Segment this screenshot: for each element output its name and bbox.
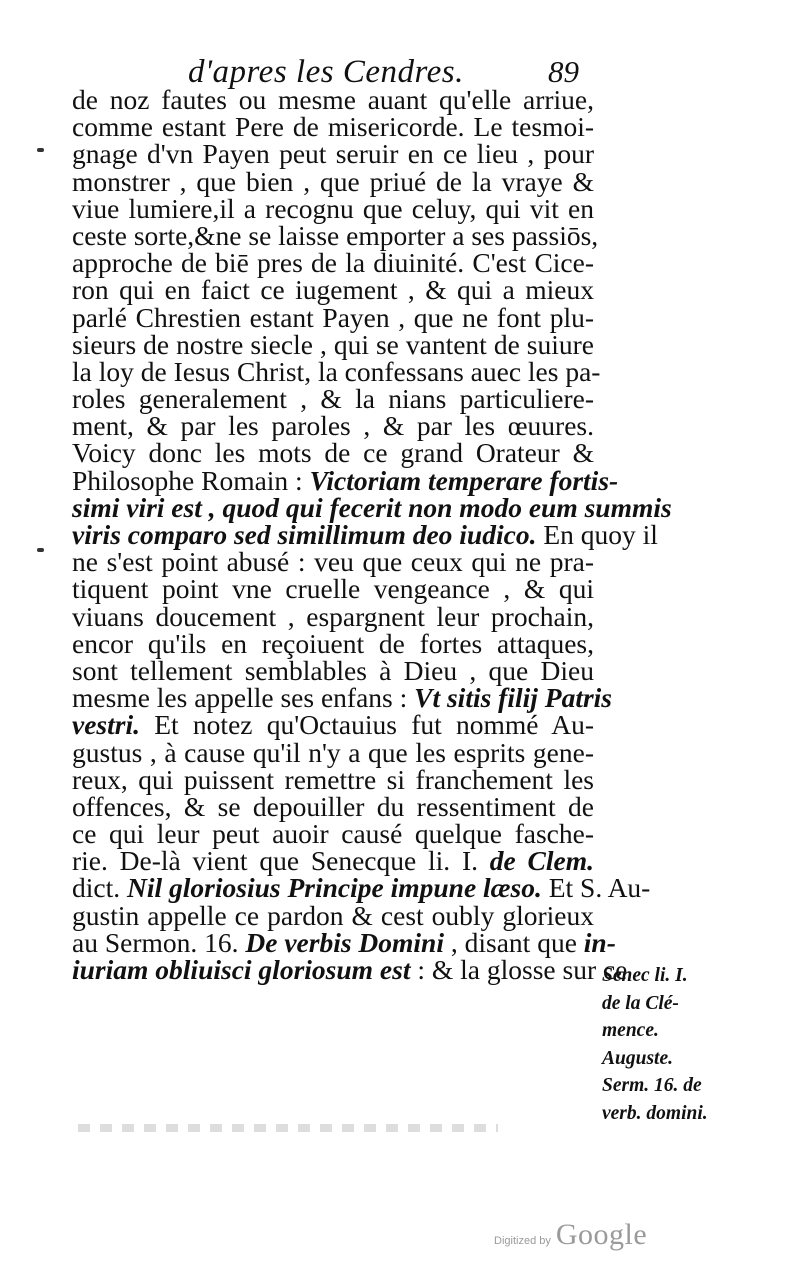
italic-latin-quote: vestri. <box>72 709 140 741</box>
text-segment: gnage d'vn Payen peut seruir en ce lieu , pour <box>72 138 594 170</box>
text-segment: la loy de Iesus Christ, la confessans auec les pa- <box>72 355 601 387</box>
italic-latin-quote: de Clem. <box>489 845 594 877</box>
text-segment: , disant que <box>444 926 584 958</box>
text-line <box>72 111 594 143</box>
text-line <box>72 954 628 985</box>
text-segment: gustin appelle ce pardon & cest oubly glorieux <box>72 899 594 931</box>
watermark-logo: Google <box>555 1218 648 1251</box>
text-line <box>72 818 594 850</box>
italic-latin-quote: Vt sitis filij Patris <box>414 682 613 714</box>
text-line <box>72 274 594 306</box>
text-line <box>72 328 594 360</box>
text-line <box>72 654 594 686</box>
watermark-small: Digitized by <box>494 1235 551 1247</box>
text-line <box>72 899 594 931</box>
text-segment: rie. De-là vient que Senecque li. I. <box>72 845 490 877</box>
bleed-through-smudge <box>78 1124 498 1132</box>
text-line <box>72 437 594 469</box>
text-line <box>72 410 594 442</box>
text-segment: reux, qui puissent remettre si franchement les <box>72 763 594 795</box>
text-line <box>72 86 594 113</box>
text-segment: Et S. Au- <box>541 872 651 904</box>
text-segment: tiquent point vne cruelle vengeance , & qui <box>72 573 594 605</box>
text-line <box>72 682 613 714</box>
running-head: d'apres les Cendres. <box>188 54 464 90</box>
text-line <box>72 763 594 795</box>
text-segment: ceste sorte,&ne se laisse emporter a ses passiōs, <box>72 219 599 251</box>
text-segment: de noz fautes ou mesme auant qu'elle arriue, <box>72 84 594 115</box>
italic-latin-quote: simi viri est , quod qui fecerit non modo eum summis <box>72 491 672 523</box>
text-line <box>72 491 672 523</box>
text-line <box>72 165 594 197</box>
text-line <box>72 138 594 170</box>
italic-latin-quote: Nil gloriosius Principe impune læso. <box>127 872 542 904</box>
text-line <box>72 519 658 550</box>
text-line <box>72 709 594 741</box>
text-line <box>72 790 594 822</box>
text-segment: comme estant Pere de misericorde. Le tesmoi- <box>72 111 594 143</box>
marginal-note-line: Auguste. <box>602 1047 673 1069</box>
text-line <box>72 872 651 904</box>
text-segment: au Sermon. 16. <box>72 926 246 958</box>
digitized-by-google-watermark <box>494 1218 647 1252</box>
marginal-note-line: verb. domini. <box>602 1102 708 1124</box>
text-segment: mesme les appelle ses enfans : <box>72 682 415 714</box>
text-line <box>72 192 594 224</box>
italic-latin-quote: Victoriam temperare fortis- <box>309 464 619 496</box>
text-segment: Voicy donc les mots de ce grand Orateur & <box>72 437 594 469</box>
page-number: 89 <box>548 54 579 89</box>
text-segment: monstrer , que bien , que priué de la vraye & <box>72 165 594 197</box>
italic-latin-quote: in- <box>583 926 616 958</box>
italic-latin-quote: iuriam obliuisci gloriosum est <box>72 954 411 985</box>
text-segment: encor qu'ils en reçoiuent de fortes attaques, <box>72 627 594 659</box>
text-line <box>72 926 616 958</box>
margin-mark <box>37 148 44 152</box>
text-segment: viue lumiere,il a recognu que celuy, qui vit en <box>72 192 594 224</box>
marginal-note-line: Senec li. I. <box>602 965 688 986</box>
text-line <box>72 301 594 333</box>
text-line <box>72 355 601 387</box>
marginal-note-line: de la Clé- <box>602 992 679 1014</box>
text-segment: : & la glosse sur ce <box>410 954 628 985</box>
text-segment: offences, & se depouiller du ressentiment de <box>72 790 594 822</box>
text-segment: En quoy il <box>536 519 658 550</box>
text-line <box>72 383 594 415</box>
text-line <box>72 600 594 632</box>
text-line <box>72 247 594 279</box>
text-segment: Et notez qu'Octauius fut nommé Au- <box>139 709 594 741</box>
text-segment: sont tellement semblables à Dieu , que Dieu <box>72 654 594 686</box>
text-segment: Philosophe Romain : <box>72 464 310 496</box>
text-line <box>72 219 599 251</box>
text-line <box>72 845 594 877</box>
margin-mark <box>37 548 44 552</box>
text-line <box>72 736 594 768</box>
marginal-note-line: mence. <box>602 1020 659 1041</box>
text-segment: gustus , à cause qu'il n'y a que les esprits gene- <box>72 736 594 768</box>
marginal-notes <box>602 962 717 1127</box>
text-line <box>72 464 619 496</box>
text-segment: approche de biē pres de la diuinité. C'est Cice- <box>72 247 594 279</box>
text-segment: ment, & par les paroles , & par les œuures. <box>72 410 594 442</box>
text-segment: ne s'est point abusé : veu que ceux qui ne pra- <box>72 546 594 578</box>
text-line <box>72 627 594 659</box>
text-segment: ron qui en faict ce iugement , & qui a mieux <box>72 274 594 306</box>
italic-latin-quote: De verbis Domini <box>245 926 444 958</box>
marginal-note-line: Serm. 16. de <box>602 1075 702 1096</box>
text-segment: roles generalement , & la nians particuliere- <box>72 383 594 415</box>
text-segment: sieurs de nostre siecle , qui se vantent de suiure <box>72 328 594 360</box>
text-line <box>72 546 594 578</box>
text-segment: parlé Chrestien estant Payen , que ne font plu- <box>72 301 594 333</box>
text-segment: ce qui leur peut auoir causé quelque fasche- <box>72 818 594 850</box>
text-line <box>72 573 594 605</box>
text-segment: viuans doucement , espargnent leur prochain, <box>72 600 594 632</box>
text-segment: dict. <box>72 872 127 904</box>
italic-latin-quote: viris comparo sed simillimum deo iudico. <box>72 519 537 550</box>
